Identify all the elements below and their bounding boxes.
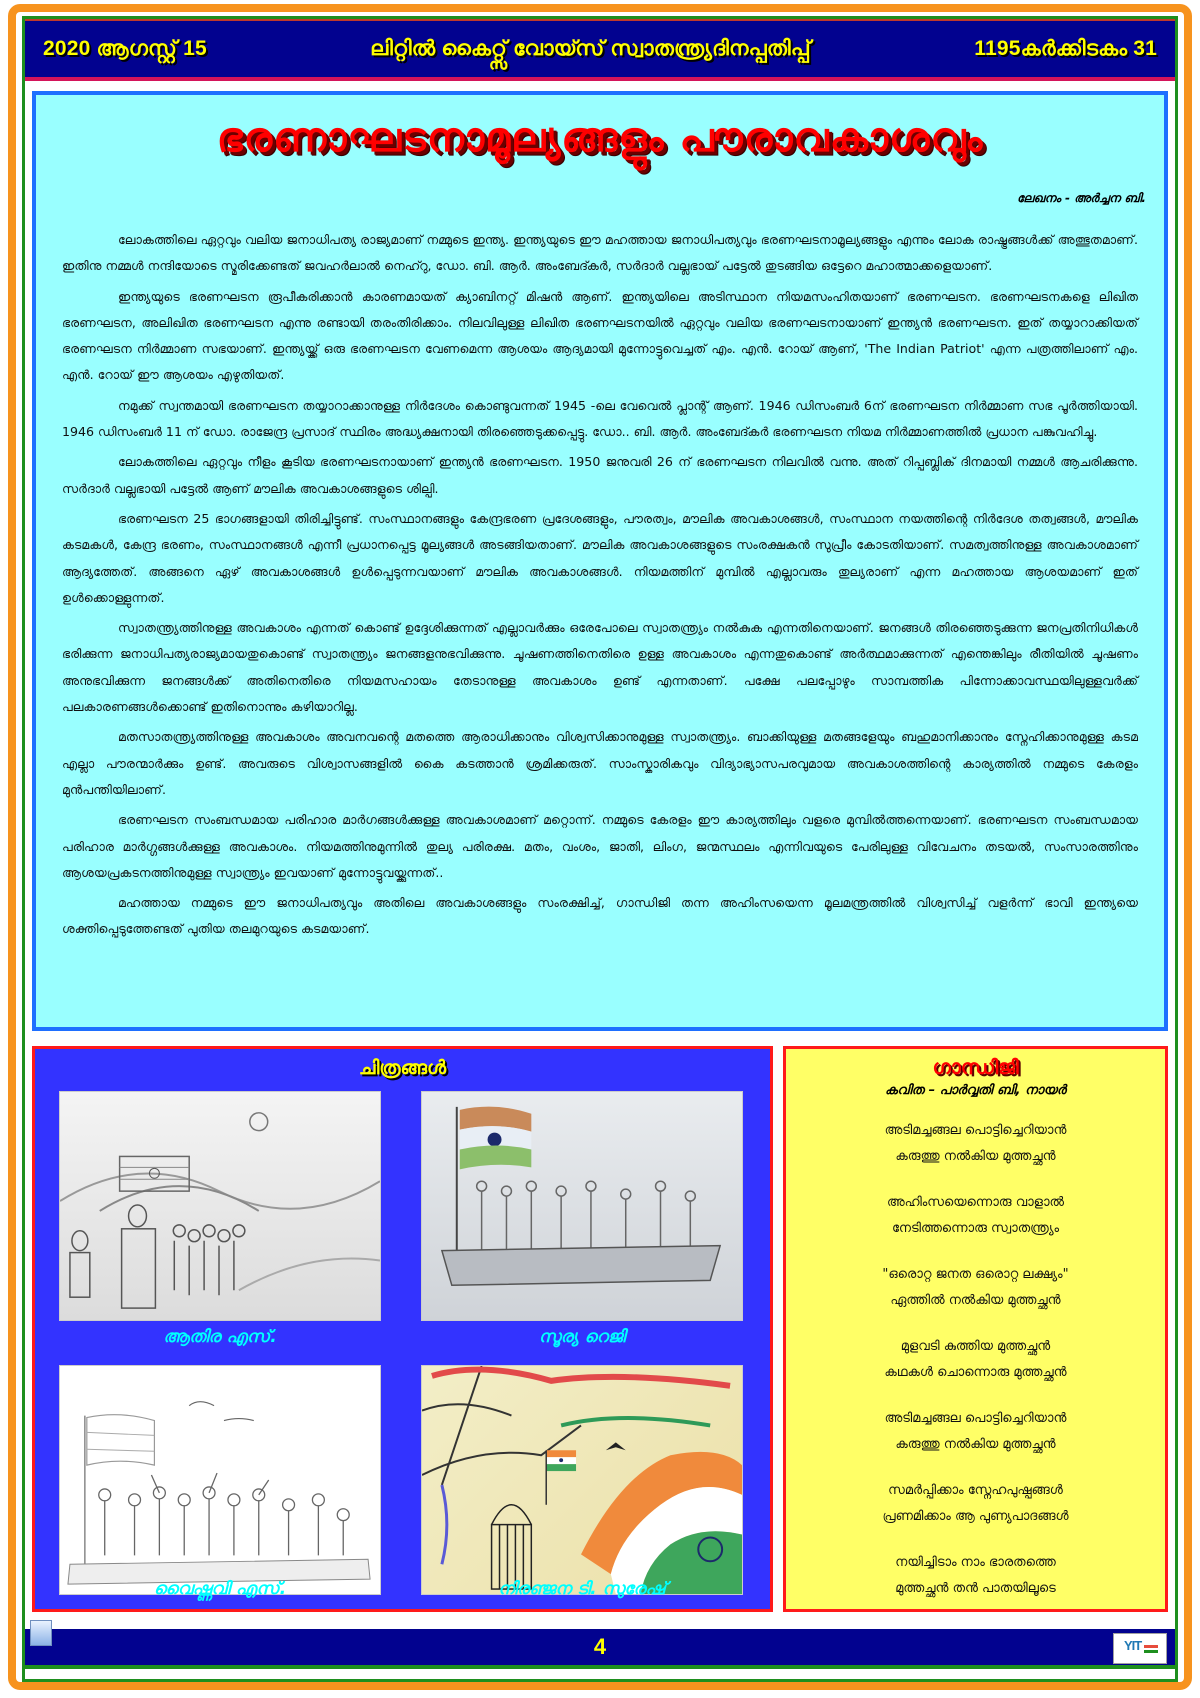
poem-stanza — [786, 1262, 1165, 1314]
article-paragraph: മതസാതന്ത്ര്യത്തിനുള്ള അവകാശം അവനവന്റെ മതത്തെ ആരാധിക്കാനും വിശ്വസിക്കാനുമുള്ള സ്വാതന്ത്ര്യം. ബാക്കിയുള്ള മതങ്ങളേയും ബഹുമാനിക്കാനും സ്നേഹിക്കാനുമുള്ള കടമ എല്ലാ പൗരന്മാർക്കും ഉണ്ട്. അവരുടെ വിശ്വാസങ്ങളിൽ കൈ കടത്താൻ ശ്രമിക്കരുത്. സാംസ്കാരികവും വിദ്യാഭ്യാസപരവുമായ അവകാശത്തിന്റെ കാര്യത്തിൽ നമ്മുടെ കേരളം മുൻപന്തിയിലാണ്. — [62, 729, 1138, 797]
poem-line: നയിച്ചിടാം നാം ഭാരതത്തെ — [895, 1555, 1056, 1570]
poem-section — [783, 1046, 1168, 1612]
poem-line: ഏത്തിൽ നൽകിയ മുത്തച്ഛൻ — [890, 1293, 1061, 1308]
article-paragraph: മഹത്തായ നമ്മുടെ ഈ ജനാധിപത്യവും അതിലെ അവകാശങ്ങളും സംരക്ഷിച്ച്, ഗാന്ധിജി തന്ന അഹിംസയെന്ന മൂലമന്ത്രത്തിൽ വിശ്വസിച്ച് വളർന്ന് ഭാവി ഇന്ത്യയെ ശക്തിപ്പെടുത്തേണ്ടത് പുതിയ തലമുറയുടെ കടമയാണ്. — [62, 895, 1138, 937]
article-paragraph: നമുക്ക് സ്വന്തമായി ഭരണഘടന തയ്യാറാക്കാനുള്ള നിർദേശം കൊണ്ടുവന്നത് 1945 -ലെ വേവെൽ പ്ലാന്റ് ആണ്. 1946 ഡിസംബർ 6ന് ഭരണഘടന നിർമ്മാണ സഭ പൂർത്തിയായി. 1946 ഡിസംബർ 11 ന് ഡോ. രാജേന്ദ്ര പ്രസാദ് സ്ഥിരം അദ്ധ്യക്ഷനായി തിരഞ്ഞെടുക്കപ്പെട്ടു. ഡോ.. ബി. ആർ. അംബേദ്കർ ഭരണഘടന നിയമ നിർമ്മാണത്തിൽ പ്രധാന പങ്കുവഹിച്ചു. — [62, 397, 1138, 440]
pencil-sketch-freedom-march — [60, 1092, 380, 1320]
poem-author: കവിത – പാർവ്വതി ബി, നായർ — [885, 1083, 1066, 1098]
poem-stanza — [786, 1406, 1165, 1458]
poem-line: അടിമച്ചങ്ങല പൊട്ടിച്ചെറിയാൻ — [884, 1411, 1067, 1426]
drawing-image-4[interactable] — [421, 1365, 743, 1595]
drawing-image-1[interactable] — [59, 1091, 381, 1321]
page-number: 4 — [593, 1634, 607, 1659]
little-kites-logo-icon — [30, 1620, 52, 1646]
header-date-malayalam: 1195കർക്കിടകം 31 — [974, 37, 1157, 60]
article-paragraph: ഭരണഘടന സംബന്ധമായ പരിഹാര മാർഗങ്ങൾക്കുള്ള അവകാശമാണ് മറ്റൊന്ന്. നമ്മുടെ കേരളം ഈ കാര്യത്തിലും വളരെ മുമ്പിൽത്തന്നെയാണ്. ഭരണഘടന സംബന്ധമായ പരിഹാര മാർഗ്ഗങ്ങൾക്കുള്ള അവകാശം. നിയമത്തിനുമുന്നിൽ തുല്യ പരിരക്ഷ. മതം, വംശം, ജാതി, ലിംഗ, ജന്മസ്ഥലം എന്നിവയുടെ പേരിലുള്ള വിവേചനം തടയൽ, സംസാരത്തിനും ആശയപ്രകടനത്തിനുമുള്ള സ്വാന്ത്ര്യം ഇവയാണ് മുന്നോട്ടുവയ്ക്കുന്നത്.. — [62, 812, 1138, 880]
poem-line: സമർപ്പിക്കാം സ്നേഹപുഷ്പങ്ങൾ — [888, 1483, 1063, 1498]
article-paragraph: ലോകത്തിലെ ഏറ്റവും വലിയ ജനാധിപത്യ രാജ്യമാണ് നമ്മുടെ ഇന്ത്യ. ഇന്ത്യയുടെ ഈ മഹത്തായ ജനാധിപത്യവും ഭരണഘടനാമൂല്യങ്ങളും എന്നും ലോക രാഷ്ട്രങ്ങൾക്ക് അത്ഭുതമാണ്. ഇതിനു നമ്മൾ നന്ദിയോടെ സ്മരിക്കേണ്ടത് ജവഹർലാൽ നെഹ്റു, ഡോ. ബി. ആർ. അംബേദ്കർ, സർദാർ വല്ലഭായ് പട്ടേൽ തുടങ്ങിയ ഒട്ടേറെ മഹാത്മാക്കളെയാണ്. — [62, 232, 1138, 274]
logo-bar-red — [1144, 1645, 1158, 1648]
kite-logo-icon — [1113, 1633, 1167, 1664]
poem-line: കഥകൾ ചൊന്നൊരു മുത്തച്ഛൻ — [884, 1365, 1067, 1380]
poem-line: നേടിത്തന്നൊരു സ്വാതന്ത്ര്യം — [891, 1221, 1060, 1236]
poem-stanza — [786, 1190, 1165, 1242]
article-paragraph: സ്വാതന്ത്ര്യത്തിനുള്ള അവകാശം എന്നത് കൊണ്ട് ഉദ്ദേശിക്കുന്നത് എല്ലാവർക്കും ഒരേപോലെ സ്വാതന്ത്ര്യം നൽകുക എന്നതിനെയാണ്. ജനങ്ങൾ തിരഞ്ഞെടുക്കുന്ന ജനപ്രതിനിധികൾ ഭരിക്കുന്ന ജനാധിപത്യരാജ്യമായതുകൊണ്ട് സ്വാതന്ത്ര്യം ജനങ്ങളനുഭവിക്കുന്നു. ചൂഷണത്തിനെതിരെ ഉള്ള അവകാശം എന്നതുകൊണ്ട് അർത്ഥമാക്കുന്നത് എന്തെങ്കിലും രീതിയിൽ ചൂഷണം അനുഭവിക്കുന്ന ജനങ്ങൾക്ക് അതിനെതിരെ നിയമസഹായം തേടാനുള്ള അവകാശം ഉണ്ട് എന്നതാണ്. പക്ഷേ പലപ്പോഴും സാമ്പത്തിക പിന്നോക്കാവസ്ഥയിലുള്ളവർക്ക് പലകാരണങ്ങൾക്കൊണ്ട് ഇതിനൊന്നും കഴിയാറില്ല. — [62, 620, 1138, 715]
poem-line: മുത്തച്ഛൻ തൻ പാതയിലൂടെ — [895, 1581, 1056, 1596]
poem-stanza — [786, 1118, 1165, 1170]
gallery-title: ചിത്രങ്ങൾ — [358, 1057, 447, 1079]
drawing-caption-3: വൈഷ്ണവി എസ്. — [153, 1579, 287, 1599]
poem-line: "ഒരൊറ്റ ജനത ഒരൊറ്റ ലക്ഷ്യം" — [882, 1267, 1069, 1282]
poem-line: കരുത്തു നൽകിയ മുത്തച്ഛൻ — [895, 1437, 1056, 1452]
poem-line: അടിമച്ചങ്ങല പൊട്ടിച്ചെറിയാൻ — [884, 1123, 1067, 1138]
article-title: ഭരണാഘടനാമൂല്യങ്ങളും പൗരാവകാശവും — [216, 115, 984, 161]
article-paragraph: ഇന്ത്യയുടെ ഭരണഘടന രൂപീകരിക്കാൻ കാരണമായത് ക്യാബിനറ്റ് മിഷൻ ആണ്. ഇന്ത്യയിലെ അടിസ്ഥാന നിയമസംഹിതയാണ് ഭരണഘടന. ഭരണഘടനകളെ ലിഖിത ഭരണഘടന, അലിഖിത ഭരണഘടന എന്നു രണ്ടായി തരംതിരിക്കാം. നിലവിലുള്ള ലിഖിത ഭരണഘടനയിൽ ഏറ്റവും വലിയ ഭരണഘടനായാണ് ഇന്ത്യൻ ഭരണഘടന. ഇത് തയ്യാറാക്കിയത് ഭരണഘടന നിർമ്മാണ സഭയാണ്. ഇന്ത്യയ്ക്ക് ഒരു ഭരണഘടന വേണമെന്ന ആശയം ആദ്യമായി മുന്നോട്ടുവെച്ചത് എം. എൻ. റോയ് ആണ്, 'The Indian Patriot' എന്ന പത്രത്തിലാണ് എം. എൻ. റോയ് ഈ ആശയം എഴുതിയത്. — [62, 288, 1138, 383]
drawing-caption-2: സൂര്യ റെജി — [538, 1327, 626, 1347]
article-paragraph: ഭരണഘടന 25 ഭാഗങ്ങളായി തിരിച്ചിട്ടുണ്ട്. സംസ്ഥാനങ്ങളും കേന്ദ്രഭരണ പ്രദേശങ്ങളും, പൗരത്വം, മൗലിക അവകാശങ്ങൾ, സംസ്ഥാന നയത്തിന്റെ നിർദേശ തത്വങ്ങൾ, മൗലിക കടമകൾ, കേന്ദ്ര ഭരണം, സംസ്ഥാനങ്ങൾ എന്നീ പ്രധാനപ്പെട്ട മൂല്യങ്ങൾ അടങ്ങിയതാണ്. മൗലിക അവകാശങ്ങളുടെ സംരക്ഷകൻ സുപ്രീം കോടതിയാണ്. സമത്വത്തിനുള്ള അവകാശമാണ് ആദ്യത്തേത്. അങ്ങനെ ഏഴ് അവകാശങ്ങൾ ഉൾപ്പെടുന്നവയാണ് മൗലിക അവകാശങ്ങൾ. നിയമത്തിന് മുമ്പിൽ എല്ലാവരും തുല്യരാണ് എന്ന മഹത്തായ ആശയമാണ് ഇത് ഉൾക്കൊള്ളുന്നത്. — [62, 510, 1138, 605]
header-date-gregorian: 2020 ആഗസ്റ്റ് 15 — [43, 37, 207, 60]
drawing-caption-1: ആതിര എസ്. — [163, 1327, 277, 1347]
header-bar — [25, 19, 1175, 81]
footer-bar — [25, 1629, 1175, 1669]
article-byline: ലേഖനം - അർച്ചന ബി. — [1017, 191, 1146, 205]
drawing-image-2[interactable] — [421, 1091, 743, 1321]
poem-line: മുളവടി കുത്തിയ മുത്തച്ഛൻ — [900, 1339, 1051, 1354]
poem-title: ഗാന്ധിജി — [932, 1055, 1019, 1079]
article-section — [32, 91, 1168, 1031]
drawing-image-3[interactable] — [59, 1365, 381, 1595]
poem-line: കരുത്തു നൽകിയ മുത്തച്ഛൻ — [895, 1149, 1056, 1164]
drawings-gallery — [32, 1046, 773, 1612]
poem-line: പ്രണമിക്കാം ആ പുണ്യപാദങ്ങൾ — [882, 1509, 1069, 1524]
drawing-caption-4: നിരഞ്ജന ടി. സുരേഷ് — [498, 1579, 666, 1599]
poem-stanza — [786, 1478, 1165, 1530]
pencil-sketch-independence-crowd — [60, 1366, 380, 1594]
poem-line: അഹിംസയെന്നൊരു വാളാൽ — [886, 1195, 1065, 1210]
poem-stanza — [786, 1334, 1165, 1386]
color-poster-freedom-day — [422, 1366, 742, 1594]
article-paragraph: ലോകത്തിലെ ഏറ്റവും നീളം കൂടിയ ഭരണഘടനായാണ് ഇന്ത്യൻ ഭരണഘടന. 1950 ജനുവരി 26 ന് ഭരണഘടന നിലവിൽ വന്നു. അത് റിപ്പബ്ലിക് ദിനമായി നമ്മൾ ആചരിക്കുന്നു. സർദാർ വല്ലഭായി പട്ടേൽ ആണ് മൗലിക അവകാശങ്ങളുടെ ശില്പി. — [62, 454, 1138, 496]
pencil-sketch-flag-boat — [422, 1092, 742, 1320]
logo-bar-green — [1144, 1650, 1158, 1653]
article-body — [62, 227, 1138, 947]
poem-stanza — [786, 1550, 1165, 1602]
kite-logo-mark-icon: YIT — [1124, 1638, 1142, 1653]
header-title: ലിറ്റിൽ കൈറ്റ്സ് വോയ്സ് സ്വാതന്ത്ര്യദിനപ്പതിപ്പ് — [370, 37, 811, 60]
